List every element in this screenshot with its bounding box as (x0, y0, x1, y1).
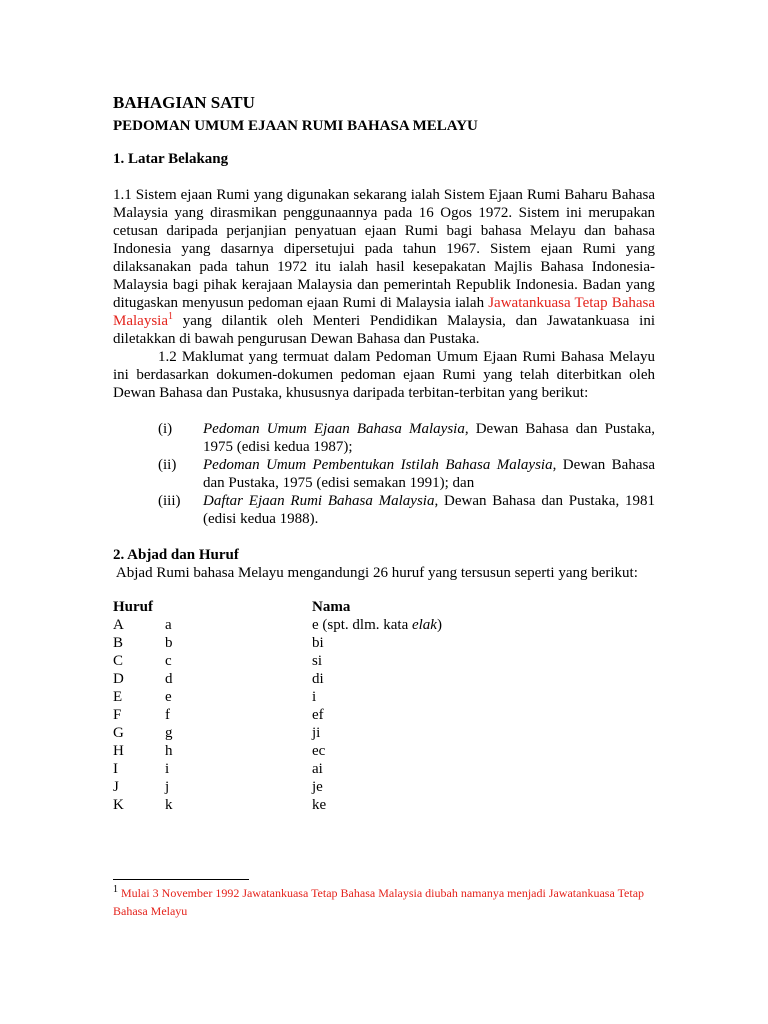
doc-subtitle: PEDOMAN UMUM EJAAN RUMI BAHASA MELAYU (113, 118, 478, 134)
lowercase-letter: h (165, 743, 173, 759)
committee-name: Jawatankuasa Tetap Bahasa Malaysia (113, 295, 656, 329)
reference-number: (i) (158, 421, 173, 437)
column-header-nama: Nama (312, 599, 351, 615)
alphabet-table-header (113, 598, 673, 616)
lowercase-letter: c (165, 653, 172, 669)
letter-name (312, 616, 442, 634)
uppercase-letter: K (113, 797, 124, 813)
alphabet-row (113, 616, 673, 634)
letter-name: di (312, 671, 324, 687)
lowercase-letter: a (165, 617, 172, 633)
reference-title: Pedoman Umum Ejaan Bahasa Malaysia (203, 421, 465, 437)
letter-name: je (312, 779, 323, 795)
lowercase-letter: g (165, 725, 173, 741)
column-header-huruf: Huruf (113, 599, 154, 615)
reference-title: Daftar Ejaan Rumi Bahasa Malaysia (203, 493, 435, 509)
doc-title: BAHAGIAN SATU (113, 93, 255, 112)
letter-name: ji (312, 725, 321, 741)
lowercase-letter: b (165, 635, 173, 651)
paragraph-1-1-end: yang dilantik oleh Menteri Pendidikan Malaysia, dan Jawatankuasa ini diletakkan di bawah pengurusan Dewan Bahasa dan Pustaka. (113, 313, 655, 347)
alphabet-row (113, 670, 673, 688)
section-heading-abjad-dan-huruf: 2. Abjad dan Huruf (113, 547, 239, 563)
uppercase-letter: B (113, 635, 124, 651)
paragraph-1-2: 1.2 Maklumat yang termuat dalam Pedoman Umum Ejaan Rumi Bahasa Melayu ini berdasarkan dokumen-dokumen pedoman ejaan Rumi yang telah diterbitkan oleh Dewan Bahasa dan Pustaka, khususnya daripada terbitan-terbitan yang berikut: (113, 349, 655, 401)
footnote (113, 884, 653, 920)
letter-name-example: elak (411, 617, 437, 633)
lowercase-letter: d (165, 671, 173, 687)
reference-details: , Dewan Bahasa dan Pustaka, 1975 (edisi kedua 1987); (203, 421, 655, 455)
reference-details: , Dewan Bahasa dan Pustaka, 1981 (edisi kedua 1988). (203, 493, 655, 527)
reference-item (113, 420, 655, 456)
reference-item (113, 492, 655, 528)
uppercase-letter: I (113, 761, 118, 777)
footnote-marker: 1 (113, 884, 118, 895)
paragraph-1-1 (113, 186, 655, 348)
alphabet-row (113, 724, 673, 742)
alphabet-row (113, 706, 673, 724)
letter-name-close: ) (436, 617, 442, 633)
reference-number: (iii) (158, 493, 181, 509)
lowercase-letter: j (165, 779, 170, 795)
uppercase-letter: G (113, 725, 124, 741)
footnote-ref[interactable]: 1 (167, 311, 173, 322)
uppercase-letter: E (113, 689, 123, 705)
letter-name-text: e (spt. dlm. kata (312, 617, 412, 633)
lowercase-letter: k (165, 797, 173, 813)
section-heading-latar-belakang: 1. Latar Belakang (113, 151, 229, 167)
letter-name: ec (312, 743, 326, 759)
reference-details: , Dewan Bahasa dan Pustaka, 1975 (edisi semakan 1991); dan (203, 457, 655, 491)
paragraph-1-1-text: 1.1 Sistem ejaan Rumi yang digunakan sekarang ialah Sistem Ejaan Rumi Baharu Bahasa Malaysia yang dirasmikan penggunaannya pada 16 Ogos 1972. Sistem ini merupakan cetusan daripada perjanjian penyatuan ejaan Rumi bagi bahasa Melayu dan bahasa Indonesia yang dasarnya dipersetujui pada tahun 1967. Sistem ejaan Rumi yang dilaksanakan pada tahun 1972 itu ialah hasil kesepakatan Majlis Bahasa Indonesia-Malaysia bagi pihak kerajaan Malaysia dan pemerintah Republik Indonesia. Badan yang ditugaskan menyusun pedoman ejaan Rumi di Malaysia ialah (113, 187, 655, 311)
uppercase-letter: H (113, 743, 124, 759)
alphabet-table (113, 598, 673, 814)
letter-name: si (312, 653, 323, 669)
uppercase-letter: D (113, 671, 124, 687)
letter-name: ef (312, 707, 324, 723)
letter-name: ke (312, 797, 327, 813)
lowercase-letter: e (165, 689, 172, 705)
lowercase-letter: f (165, 707, 170, 723)
alphabet-intro: Abjad Rumi bahasa Melayu mengandungi 26 huruf yang tersusun seperti yang berikut: (113, 565, 638, 581)
lowercase-letter: i (165, 761, 170, 777)
letter-name: bi (312, 635, 324, 651)
reference-item (113, 456, 655, 492)
reference-title: Pedoman Umum Pembentukan Istilah Bahasa Malaysia (203, 457, 553, 473)
letter-name: ai (312, 761, 323, 777)
footnote-text: Mulai 3 November 1992 Jawatankuasa Tetap Bahasa Malaysia diubah namanya menjadi Jawatankuasa Tetap Bahasa Melayu (113, 886, 645, 918)
reference-number: (ii) (158, 457, 177, 473)
alphabet-row (113, 742, 673, 760)
uppercase-letter: J (113, 779, 119, 795)
alphabet-row (113, 652, 673, 670)
alphabet-row (113, 796, 673, 814)
alphabet-row (113, 688, 673, 706)
alphabet-row (113, 634, 673, 652)
alphabet-row (113, 778, 673, 796)
uppercase-letter: C (113, 653, 124, 669)
alphabet-row (113, 760, 673, 778)
uppercase-letter: A (113, 617, 124, 633)
letter-name: i (312, 689, 317, 705)
uppercase-letter: F (113, 707, 122, 723)
footnote-separator (113, 879, 249, 880)
